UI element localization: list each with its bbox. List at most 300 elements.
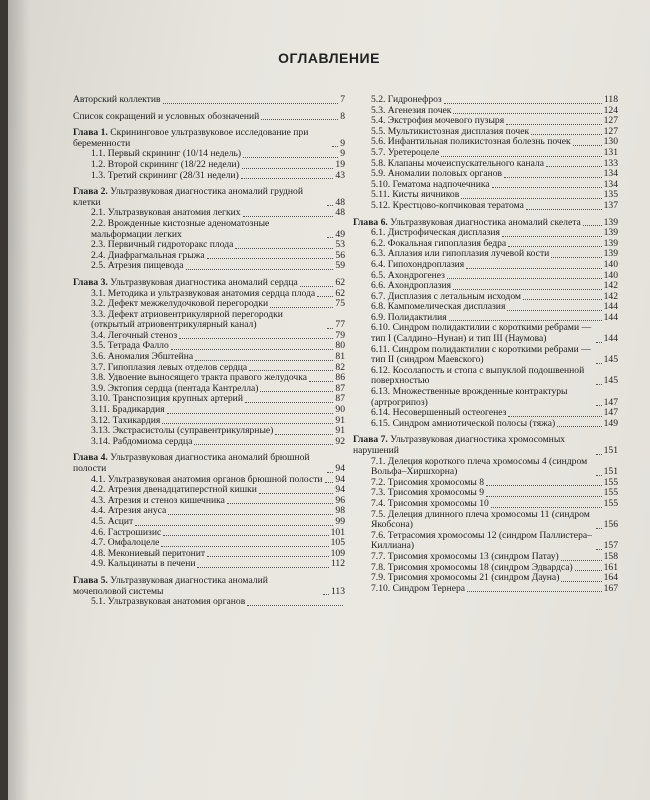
- toc-entry-s7-1: [353, 457, 618, 478]
- page-number: 9: [340, 137, 345, 149]
- section-number: 3.3.: [91, 308, 106, 320]
- dot-leader: [453, 113, 601, 114]
- page-number: 81: [335, 351, 345, 363]
- entry-title: Клапаны мочеиспускательного канала: [387, 157, 545, 169]
- dot-leader: [526, 209, 602, 210]
- toc-entry-s1-3: [73, 171, 345, 182]
- section-number: 5.3.: [371, 104, 386, 116]
- toc-entry-s6-12: [353, 366, 618, 387]
- section-number: 4.6.: [91, 526, 106, 538]
- section-number: 6.5.: [371, 269, 386, 281]
- dot-leader: [275, 434, 333, 435]
- dot-leader: [243, 216, 334, 217]
- entry-title: Синдром Тернера: [392, 582, 466, 594]
- section-number: 4.1.: [91, 473, 106, 485]
- page-number: 96: [335, 494, 345, 506]
- page-number: 151: [603, 445, 618, 456]
- page-number: 135: [603, 189, 618, 201]
- entry-title: Кальцинаты в печени: [107, 558, 196, 570]
- section-number: 3.1.: [91, 287, 106, 299]
- entry-title: Кампомелическая дисплазия: [387, 301, 506, 313]
- section-number: 6.4.: [371, 258, 386, 270]
- section-number: 3.12.: [91, 414, 111, 426]
- entry-title: Тахикардия: [112, 414, 161, 426]
- dot-leader: [449, 320, 602, 321]
- page-number: 80: [335, 340, 345, 352]
- entry-title: Омфалоцеле: [107, 537, 160, 549]
- entry-title: Ультразвуковая диагностика аномалий мочеполовой системы: [73, 574, 268, 597]
- entry-title: Рабдомиома сердца: [112, 435, 193, 447]
- page-number: 142: [603, 280, 618, 292]
- dot-leader: [195, 360, 333, 361]
- section-number: 2.1.: [91, 207, 106, 219]
- dot-leader: [207, 556, 328, 557]
- toc-entry-text: [73, 95, 161, 106]
- dot-leader: [504, 177, 602, 178]
- page-number: 19: [335, 158, 345, 170]
- section-number: 5.6.: [371, 136, 386, 148]
- page-number: 101: [330, 526, 345, 538]
- dot-leader: [486, 496, 602, 497]
- dot-leader: [583, 225, 602, 226]
- section-number: 3.5.: [91, 340, 106, 352]
- dot-leader: [573, 145, 602, 146]
- entry-title: Удвоение выносящего тракта правого желудочка: [107, 372, 308, 384]
- dot-leader: [486, 485, 602, 486]
- section-number: 7.7.: [371, 550, 386, 562]
- toc-entry-s7-10: [353, 584, 618, 595]
- toc-entry-text: [91, 219, 325, 240]
- toc-entry-text: [371, 366, 594, 387]
- page-number: 91: [335, 425, 345, 437]
- entry-title: Косолапость и стопа с выпуклой подошвенной поверхностью: [371, 364, 585, 387]
- section-number: 6.8.: [371, 301, 386, 313]
- section-number: 5.10.: [371, 178, 391, 190]
- toc-entry-text: [371, 457, 594, 478]
- entry-title: Авторский коллектив: [73, 94, 161, 105]
- dot-leader: [161, 546, 328, 547]
- chapter-label: Глава 1.: [73, 127, 108, 139]
- page-title: ОГЛАВЛЕНИЕ: [278, 50, 380, 66]
- section-number: 6.13.: [371, 386, 391, 398]
- page-number: 144: [603, 311, 618, 323]
- dot-leader: [332, 146, 338, 147]
- section-number: 2.4.: [91, 249, 106, 261]
- dot-leader: [492, 187, 602, 188]
- toc-entry-text: [371, 345, 594, 366]
- toc-entry-s3-14: [73, 437, 345, 448]
- entry-title: Тетрасомия хромосомы 12 (синдром Паллистера–Киллиана): [371, 529, 592, 552]
- toc-entry-text: [371, 201, 524, 212]
- dot-leader: [207, 258, 334, 259]
- entry-title: Ультразвуковая диагностика аномалий скелета: [390, 216, 581, 228]
- dot-leader: [168, 514, 333, 515]
- page-number: 79: [335, 329, 345, 341]
- dot-leader: [270, 307, 333, 308]
- section-number: 6.1.: [371, 227, 386, 239]
- section-number: 6.9.: [371, 311, 386, 323]
- section-number: 7.8.: [371, 561, 386, 573]
- entry-title: Аномалия Эбштейна: [107, 351, 194, 363]
- entry-title: Скрининговое ультразвуковое исследование при беременности: [73, 127, 309, 149]
- dot-leader: [466, 268, 601, 269]
- page-number: 127: [603, 115, 618, 127]
- page-number: 137: [603, 199, 618, 211]
- dot-leader: [245, 402, 333, 403]
- section-number: 2.3.: [91, 239, 106, 251]
- page-number: 139: [603, 248, 618, 260]
- section-number: 7.9.: [371, 572, 386, 584]
- page-number: 48: [335, 196, 345, 208]
- section-number: 4.4.: [91, 505, 106, 517]
- page-number: 155: [603, 487, 618, 499]
- dot-leader: [162, 423, 333, 424]
- dot-leader: [260, 391, 333, 392]
- entry-title: Несовершенный остеогенез: [392, 407, 507, 419]
- entry-title: Экстрасистолы (суправентрикулярные): [112, 425, 274, 437]
- dot-leader: [596, 549, 602, 550]
- entry-title: Ультразвуковая диагностика аномалий брюшной полости: [73, 452, 310, 474]
- dot-leader: [596, 405, 602, 406]
- toc-entry-text: [91, 559, 195, 570]
- entry-title: Второй скрининг (18/22 недели): [107, 158, 240, 170]
- page-number: 131: [603, 146, 618, 158]
- page-number: 147: [603, 407, 618, 419]
- entry-title: Ультразвуковая анатомия органов: [107, 596, 246, 608]
- entry-title: Экстрофия мочевого пузыря: [387, 115, 505, 127]
- page-number: 49: [335, 228, 345, 240]
- toc-entry-ch2: [73, 187, 345, 208]
- toc-entry-s6-10: [353, 323, 618, 344]
- entry-title: Транспозиция крупных артерий: [112, 393, 243, 405]
- section-number: 3.9.: [91, 382, 106, 394]
- entry-title: Ультразвуковая диагностика аномалий грудной клетки: [73, 186, 303, 208]
- page-number: 87: [335, 382, 345, 394]
- section-number: 3.13.: [91, 425, 111, 437]
- toc-entry-s7-6: [353, 531, 618, 552]
- toc-entry-s2-2: [73, 219, 345, 240]
- section-number: 5.7.: [371, 146, 386, 158]
- entry-title: Мекониевый перитонит: [107, 547, 206, 559]
- section-number: 7.6.: [371, 529, 386, 541]
- page-number: 87: [335, 393, 345, 405]
- dot-leader: [327, 205, 333, 206]
- dot-leader: [242, 168, 334, 169]
- entry-title: Гидронефроз: [387, 94, 442, 105]
- section-number: 3.2.: [91, 298, 106, 310]
- entry-title: Ахондроплазия: [387, 280, 452, 292]
- section-number: 7.5.: [371, 508, 386, 520]
- entry-title: Первичный гидроторакс плода: [107, 239, 234, 251]
- toc-entry-text: [371, 323, 594, 344]
- entry-title: Трисомия хромосомы 8: [387, 476, 485, 488]
- chapter-label: Глава 7.: [353, 434, 388, 446]
- entry-title: Атрезия двенадцатиперстной кишки: [107, 484, 257, 496]
- page-number: 113: [330, 585, 345, 597]
- page-number: 151: [603, 466, 618, 478]
- toc-entry-text: [73, 112, 259, 123]
- page-number: 149: [603, 417, 618, 429]
- dot-leader: [508, 246, 601, 247]
- entry-title: Дистрофическая дисплазия: [387, 227, 500, 239]
- dot-leader: [557, 426, 601, 427]
- dot-leader: [171, 349, 334, 350]
- entry-title: Врожденные кистозные аденоматозные мальформации легких: [91, 217, 270, 240]
- dot-leader: [461, 198, 601, 199]
- dot-leader: [247, 605, 343, 606]
- dot-leader: [508, 416, 601, 417]
- page-number: 134: [603, 168, 618, 180]
- section-number: 5.11.: [371, 189, 390, 201]
- dot-leader: [194, 444, 333, 445]
- dot-leader: [507, 310, 601, 311]
- page-number: 8: [340, 110, 345, 122]
- chapter-label: Глава 6.: [353, 216, 388, 228]
- entry-title: Гастрошизис: [107, 526, 162, 538]
- section-number: 7.1.: [371, 455, 386, 467]
- toc-entry-abbrev: [73, 112, 345, 123]
- page-number: 9: [340, 148, 345, 160]
- toc-entry-text: [91, 261, 184, 272]
- entry-title: Трисомия хромосомы 21 (синдром Дауна): [387, 572, 560, 584]
- toc-entry-text: [371, 510, 594, 531]
- entry-title: Легочный стеноз: [107, 329, 178, 341]
- page-number: 91: [335, 414, 345, 426]
- entry-title: Трисомия хромосомы 18 (синдром Эдвардса): [387, 561, 573, 573]
- entry-title: Кисты яичников: [392, 189, 460, 201]
- section-number: 6.10.: [371, 322, 391, 334]
- page-number: 99: [335, 515, 345, 527]
- chapter-label: Глава 2.: [73, 186, 108, 198]
- dot-leader: [327, 237, 333, 238]
- dot-leader: [551, 257, 601, 258]
- dot-leader: [546, 166, 602, 167]
- section-number: 6.7.: [371, 290, 386, 302]
- page-number: 133: [603, 157, 618, 169]
- entry-title: Множественные врожденные контрактуры (артрогрипоз): [371, 386, 568, 408]
- entry-title: Трисомия хромосомы 13 (синдром Патау): [387, 550, 559, 562]
- section-number: 2.2.: [91, 217, 106, 229]
- section-number: 6.6.: [371, 280, 386, 292]
- section-number: 1.3.: [91, 169, 106, 181]
- page-number: 77: [335, 319, 345, 331]
- entry-title: Ультразвуковая диагностика аномалий сердца: [110, 276, 298, 288]
- section-number: 6.11.: [371, 343, 390, 355]
- entry-title: Трисомия хромосомы 9: [387, 487, 485, 499]
- page-number: 86: [335, 372, 345, 384]
- dot-leader: [186, 269, 334, 270]
- page-number: 7: [340, 94, 345, 105]
- entry-title: Атрезия ануса: [107, 505, 167, 517]
- page-number: 142: [603, 290, 618, 302]
- entry-title: Синдром полидактилии с короткими ребрами — тип II (синдром Маевского): [371, 343, 591, 366]
- dot-leader: [241, 178, 334, 179]
- dot-leader: [327, 328, 333, 329]
- toc-entry-ch7: [353, 435, 618, 456]
- dot-leader: [506, 124, 602, 125]
- dot-leader: [309, 381, 333, 382]
- section-number: 6.2.: [371, 237, 386, 249]
- section-number: 7.3.: [371, 487, 386, 499]
- section-number: 1.1.: [91, 148, 106, 160]
- page-number: 147: [603, 396, 618, 408]
- page-number: 144: [603, 333, 618, 345]
- dot-leader: [261, 119, 338, 120]
- page-number: 90: [335, 404, 345, 416]
- page-number: 130: [603, 136, 618, 148]
- page-number: 48: [335, 207, 345, 219]
- entry-title: Аномалии половых органов: [387, 168, 503, 180]
- entry-title: Ахондрогенез: [387, 269, 445, 281]
- entry-title: Гипохондроплазия: [387, 258, 465, 270]
- toc-entry-s3-3: [73, 310, 345, 331]
- toc-entry-s6-11: [353, 345, 618, 366]
- page-number: 94: [335, 484, 345, 496]
- dot-leader: [197, 567, 328, 568]
- toc-entry-text: [73, 453, 325, 474]
- dot-leader: [243, 157, 338, 158]
- dot-leader: [561, 560, 602, 561]
- toc-entry-text: [371, 387, 594, 408]
- toc-entry-text: [91, 310, 325, 331]
- page-number: 112: [330, 558, 345, 570]
- dot-leader: [523, 299, 602, 300]
- section-number: 4.3.: [91, 494, 106, 506]
- chapter-label: Глава 4.: [73, 452, 108, 464]
- entry-title: Крестцово-копчиковая тератома: [392, 199, 524, 211]
- dot-leader: [596, 363, 602, 364]
- section-number: 5.1.: [91, 596, 106, 608]
- dot-leader: [327, 472, 333, 473]
- page-number: 140: [603, 258, 618, 270]
- page-number: 56: [335, 249, 345, 261]
- toc-entry-authors: [73, 95, 345, 106]
- page-number: 144: [603, 301, 618, 313]
- page-number: 98: [335, 505, 345, 517]
- section-number: 1.2.: [91, 158, 106, 170]
- section-number: 4.7.: [91, 537, 106, 549]
- entry-title: Фокальная гипоплазия бедра: [387, 237, 507, 249]
- entry-title: Полидактилия: [387, 311, 447, 323]
- dot-leader: [596, 384, 602, 385]
- page-number: 109: [330, 547, 345, 559]
- dot-leader: [167, 413, 334, 414]
- page-number: 140: [603, 269, 618, 281]
- page-number: 53: [335, 239, 345, 251]
- entry-title: Агенезия почек: [387, 104, 452, 116]
- page-number: 62: [335, 276, 345, 288]
- section-number: 7.2.: [371, 476, 386, 488]
- page-number: 82: [335, 361, 345, 373]
- dot-leader: [249, 370, 333, 371]
- entry-title: Дисплазия с летальным исходом: [387, 290, 521, 302]
- entry-title: Атрезия пищевода: [107, 260, 184, 272]
- page-number: 127: [603, 125, 618, 137]
- page-number: 155: [603, 497, 618, 509]
- section-number: 7.10.: [371, 582, 391, 594]
- section-number: 3.8.: [91, 372, 106, 384]
- toc-entry-ch1: [73, 128, 345, 149]
- section-number: 3.6.: [91, 351, 106, 363]
- entry-title: Уретероцеле: [387, 146, 440, 158]
- page-number: 139: [603, 216, 618, 228]
- section-number: 3.14.: [91, 435, 111, 447]
- toc-entry-s5-12: [353, 201, 618, 212]
- entry-title: Эктопия сердца (пентада Кантрелла): [107, 382, 259, 394]
- chapter-label: Глава 3.: [73, 276, 108, 288]
- entry-title: Асцит: [107, 515, 134, 527]
- page-number: 167: [603, 582, 618, 594]
- toc-entry-s5-1: [73, 597, 345, 608]
- entry-title: Трисомия хромосомы 10: [387, 497, 489, 509]
- dot-leader: [447, 278, 602, 279]
- toc-entry-text: [353, 435, 594, 456]
- dot-leader: [325, 482, 334, 483]
- dot-leader: [596, 454, 602, 455]
- dot-leader: [596, 475, 602, 476]
- section-number: 6.3.: [371, 248, 386, 260]
- section-number: 6.15.: [371, 417, 391, 429]
- toc-entry-ch4: [73, 453, 345, 474]
- page-number: 92: [335, 435, 345, 447]
- toc-entry-s6-13: [353, 387, 618, 408]
- page-number: 161: [603, 561, 618, 573]
- dot-leader: [163, 103, 339, 104]
- entry-title: Методика и ультразвуковая анатомия сердца плода: [107, 287, 316, 299]
- entry-title: Ультразвуковая анатомия органов брюшной полости: [107, 473, 323, 485]
- section-number: 3.4.: [91, 329, 106, 341]
- page-number: 105: [330, 537, 345, 549]
- entry-title: Атрезия и стеноз кишечника: [107, 494, 225, 506]
- toc-entry-text: [91, 597, 245, 608]
- book-page: [8, 0, 650, 800]
- dot-leader: [444, 103, 602, 104]
- page-number: 145: [603, 354, 618, 366]
- page-number: 118: [603, 94, 618, 105]
- dot-leader: [179, 338, 333, 339]
- dot-leader: [575, 570, 602, 571]
- entry-title: Синдром полидактилии с короткими ребрами — тип I (Салдино–Нунан) и тип III (Наумова): [371, 322, 592, 345]
- page-number: 59: [335, 260, 345, 272]
- entry-title: Брадикардия: [112, 404, 165, 416]
- toc-entry-text: [371, 584, 465, 595]
- toc-entry-text: [73, 576, 321, 597]
- toc-entry-ch5: [73, 576, 345, 597]
- toc-entry-s2-5: [73, 261, 345, 272]
- section-number: 4.5.: [91, 515, 106, 527]
- section-number: 4.9.: [91, 558, 106, 570]
- section-number: 5.12.: [371, 199, 391, 211]
- dot-leader: [135, 525, 333, 526]
- toc-entry-text: [91, 437, 192, 448]
- page-number: 43: [335, 169, 345, 181]
- entry-title: Гипоплазия левых отделов сердца: [107, 361, 248, 373]
- section-number: 2.5.: [91, 260, 106, 272]
- page-number: 156: [603, 519, 618, 531]
- entry-title: Инфантильная поликистозная болезнь почек: [387, 136, 571, 148]
- entry-title: Синдром амниотической полосы (тяжа): [392, 417, 556, 429]
- section-number: 5.9.: [371, 168, 386, 180]
- page-number: 94: [335, 473, 345, 485]
- section-number: 4.8.: [91, 547, 106, 559]
- section-number: 3.11.: [91, 404, 110, 416]
- toc-entry-text: [73, 187, 325, 208]
- dot-leader: [235, 248, 333, 249]
- section-number: 4.2.: [91, 484, 106, 496]
- dot-leader: [467, 591, 602, 592]
- section-number: 3.7.: [91, 361, 106, 373]
- entry-title: Ультразвуковая анатомия легких: [107, 207, 241, 219]
